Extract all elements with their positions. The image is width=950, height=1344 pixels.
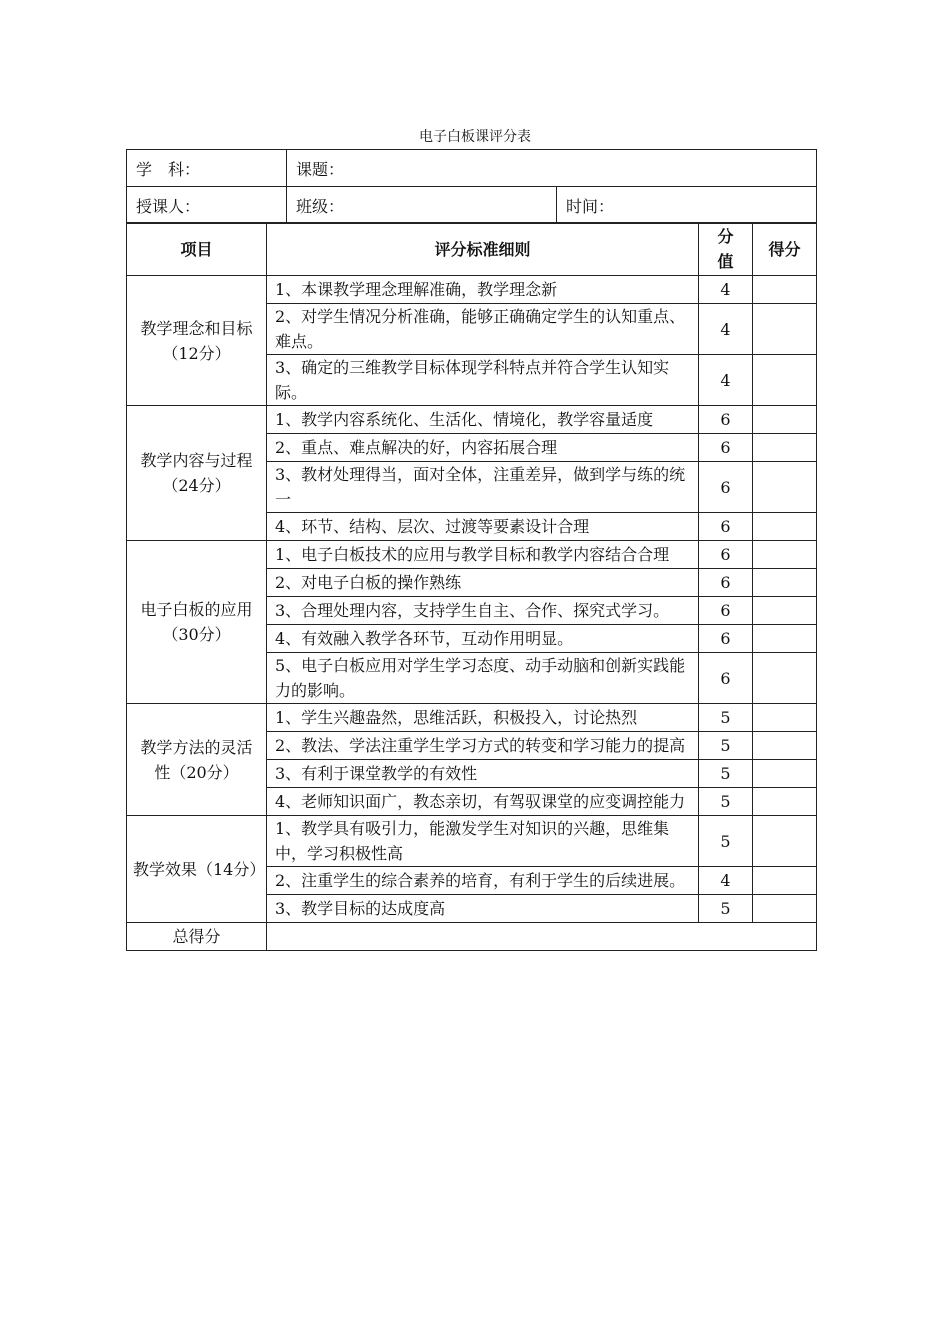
topic-field[interactable]: 课题： [287,150,817,187]
col-value: 分值 [699,223,753,276]
criteria-value: 6 [699,653,753,704]
class-field[interactable]: 班级： [287,187,557,224]
criteria-value: 4 [699,867,753,895]
category-name: 电子白板的应用（30分） [127,541,267,704]
criteria-row [127,541,817,569]
teacher-field[interactable]: 授课人： [127,187,287,224]
col-criteria: 评分标准细则 [267,223,699,276]
criteria-value: 5 [699,788,753,816]
criteria-text: 4、环节、结构、层次、过渡等要素设计合理 [267,513,699,541]
criteria-text: 1、学生兴趣盎然，思维活跃，积极投入，讨论热烈 [267,704,699,732]
criteria-value: 5 [699,760,753,788]
criteria-text: 3、教材处理得当，面对全体，注重差异，做到学与练的统一 [267,462,699,513]
score-input-cell[interactable] [753,513,817,541]
criteria-value: 6 [699,434,753,462]
score-input-cell[interactable] [753,541,817,569]
criteria-text: 2、注重学生的综合素养的培育，有利于学生的后续进展。 [267,867,699,895]
criteria-text: 2、教法、学法注重学生学习方式的转变和学习能力的提高 [267,732,699,760]
criteria-value: 6 [699,406,753,434]
score-input-cell[interactable] [753,304,817,355]
criteria-value: 5 [699,895,753,923]
score-input-cell[interactable] [753,406,817,434]
col-score: 得分 [753,223,817,276]
score-input-cell[interactable] [753,355,817,406]
criteria-text: 2、对学生情况分析准确，能够正确确定学生的认知重点、难点。 [267,304,699,355]
score-input-cell[interactable] [753,276,817,304]
criteria-row [127,406,817,434]
criteria-text: 1、教学内容系统化、生活化、情境化，教学容量适度 [267,406,699,434]
score-input-cell[interactable] [753,732,817,760]
criteria-text: 4、有效融入教学各环节，互动作用明显。 [267,625,699,653]
total-score-cell[interactable] [267,923,817,951]
score-input-cell[interactable] [753,462,817,513]
criteria-text: 1、教学具有吸引力，能激发学生对知识的兴趣，思维集中，学习积极性高 [267,816,699,867]
criteria-text: 1、本课教学理念理解准确，教学理念新 [267,276,699,304]
column-header-row [127,223,817,276]
criteria-text: 4、老师知识面广，教态亲切，有驾驭课堂的应变调控能力 [267,788,699,816]
score-input-cell[interactable] [753,816,817,867]
criteria-text: 3、有利于课堂教学的有效性 [267,760,699,788]
page-title: 电子白板课评分表 [419,129,531,145]
score-input-cell[interactable] [753,434,817,462]
score-input-cell[interactable] [753,788,817,816]
criteria-value: 4 [699,355,753,406]
criteria-text: 1、电子白板技术的应用与教学目标和教学内容结合合理 [267,541,699,569]
score-input-cell[interactable] [753,867,817,895]
score-table [126,222,817,951]
criteria-value: 5 [699,732,753,760]
criteria-value: 6 [699,462,753,513]
criteria-value: 4 [699,304,753,355]
criteria-value: 6 [699,513,753,541]
subject-field[interactable]: 学 科： [127,150,287,187]
criteria-value: 6 [699,625,753,653]
criteria-value: 6 [699,541,753,569]
criteria-value: 4 [699,276,753,304]
score-input-cell[interactable] [753,569,817,597]
time-field[interactable]: 时间： [557,187,817,224]
criteria-text: 3、确定的三维教学目标体现学科特点并符合学生认知实际。 [267,355,699,406]
col-item: 项目 [127,223,267,276]
criteria-text: 2、重点、难点解决的好，内容拓展合理 [267,434,699,462]
category-name: 教学效果（14分） [127,816,267,923]
criteria-text: 3、教学目标的达成度高 [267,895,699,923]
criteria-row [127,276,817,304]
criteria-value: 6 [699,569,753,597]
score-input-cell[interactable] [753,760,817,788]
total-row [127,923,817,951]
score-input-cell[interactable] [753,625,817,653]
criteria-text: 2、对电子白板的操作熟练 [267,569,699,597]
criteria-row [127,816,817,867]
category-name: 教学内容与过程（24分） [127,406,267,541]
header-row-2 [127,187,817,224]
category-name: 教学方法的灵活性（20分） [127,704,267,816]
criteria-text: 5、电子白板应用对学生学习态度、动手动脑和创新实践能力的影响。 [267,653,699,704]
score-input-cell[interactable] [753,704,817,732]
header-info-table [126,149,817,224]
score-input-cell[interactable] [753,895,817,923]
category-name: 教学理念和目标（12分） [127,276,267,406]
criteria-value: 5 [699,704,753,732]
score-input-cell[interactable] [753,597,817,625]
criteria-value: 5 [699,816,753,867]
criteria-value: 6 [699,597,753,625]
criteria-text: 3、合理处理内容，支持学生自主、合作、探究式学习。 [267,597,699,625]
score-input-cell[interactable] [753,653,817,704]
criteria-row [127,704,817,732]
header-row-1 [127,150,817,187]
total-label: 总得分 [127,923,267,951]
